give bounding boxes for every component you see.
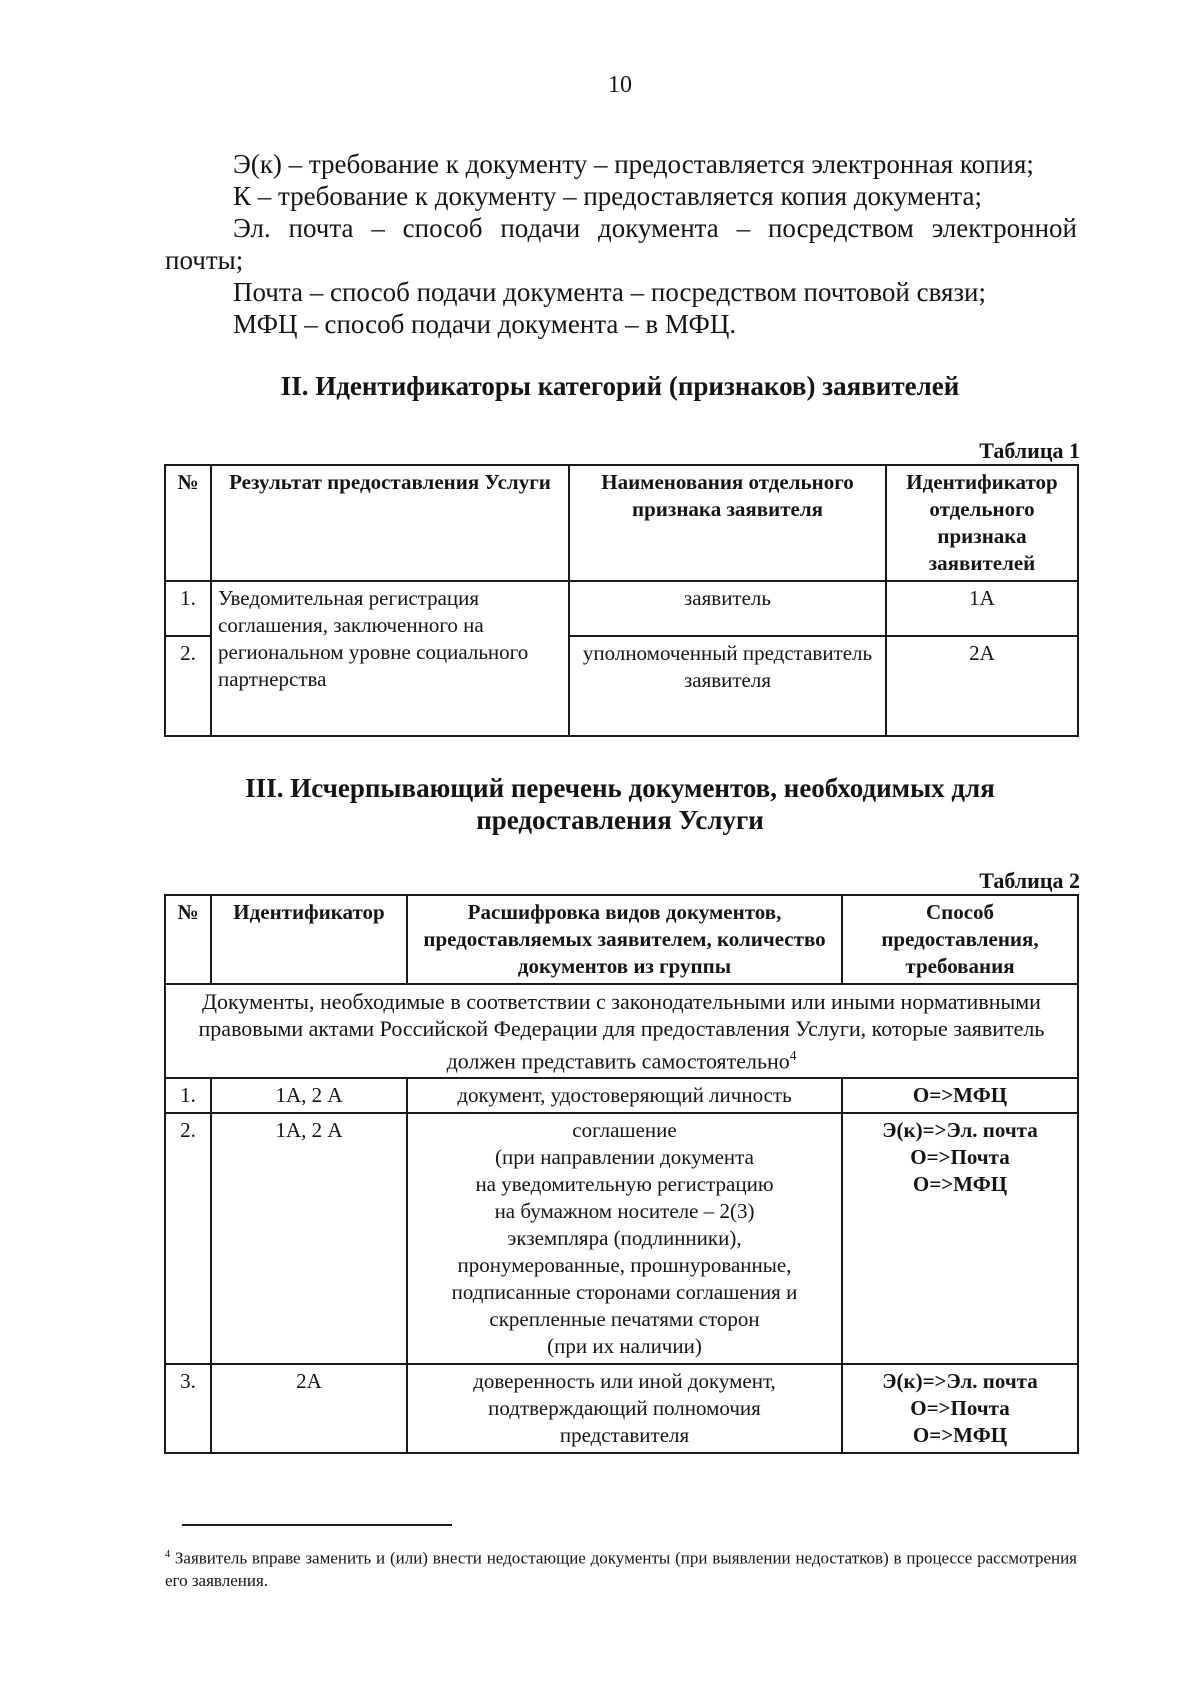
table-1 bbox=[164, 464, 1079, 737]
table-row bbox=[165, 581, 1078, 636]
footnote bbox=[165, 1544, 1077, 1592]
applicant-identifier: 2А bbox=[211, 1364, 407, 1453]
table-2-header-number: № bbox=[165, 895, 211, 984]
row-number: 1. bbox=[165, 1078, 211, 1113]
service-result: Уведомительная регистрация соглашения, заключенного на региональном уровне социального партнерства bbox=[211, 581, 569, 736]
submission-method: Э(к)=>Эл. почта О=>Почта О=>МФЦ bbox=[842, 1113, 1078, 1364]
legend-line: Эл. почта – способ подачи документа – посредством электронной bbox=[233, 213, 1077, 243]
table-2 bbox=[164, 894, 1079, 1454]
table-2-header-documents: Расшифровка видов документов, предоставляемых заявителем, количество документов из группы bbox=[407, 895, 842, 984]
legend-line: Э(к) – требование к документу – предоставляется электронная копия; bbox=[233, 149, 1034, 179]
row-number: 3. bbox=[165, 1364, 211, 1453]
table-1-header-result: Результат предоставления Услуги bbox=[211, 465, 569, 581]
table-2-header-identifier: Идентификатор bbox=[211, 895, 407, 984]
abbreviation-legend bbox=[165, 148, 1077, 340]
section-3-title-line1: III. Исчерпывающий перечень документов, необходимых для bbox=[245, 773, 995, 803]
footnote-reference: 4 bbox=[789, 1048, 797, 1063]
legend-line: почты; bbox=[165, 245, 244, 275]
documents-group-description bbox=[165, 984, 1078, 1078]
table-1-header-number: № bbox=[165, 465, 211, 581]
document-description: документ, удостоверяющий личность bbox=[407, 1078, 842, 1113]
applicant-attribute: заявитель bbox=[569, 581, 886, 636]
applicant-identifier: 1А, 2 А bbox=[211, 1113, 407, 1364]
submission-method: О=>МФЦ bbox=[842, 1078, 1078, 1113]
legend-line: К – требование к документу – предоставляется копия документа; bbox=[233, 181, 983, 211]
section-3-title bbox=[150, 772, 1090, 836]
page-number: 10 bbox=[608, 72, 632, 98]
table-1-caption: Таблица 1 bbox=[979, 438, 1080, 463]
table-row bbox=[165, 1078, 1078, 1113]
table-2-header-method: Способ предоставления, требования bbox=[842, 895, 1078, 984]
section-3-title-line2: предоставления Услуги bbox=[476, 805, 764, 835]
footnote-separator bbox=[182, 1524, 452, 1526]
footnote-text: Заявитель вправе заменить и (или) внести недостающие документы (при выявлении недостатков) в процессе рассмотрения его заявления. bbox=[165, 1548, 1078, 1590]
table-1-header-identifier: Идентификатор отдельного признака заявителей bbox=[886, 465, 1078, 581]
applicant-identifier: 1А, 2 А bbox=[211, 1078, 407, 1113]
group-text: Документы, необходимые в соответствии с законодательными или иными нормативными правовыми актами Российской Федерации для предоставления Услуги, которые заявитель должен представить самостоятельно bbox=[198, 989, 1045, 1074]
row-number: 1. bbox=[165, 581, 211, 636]
legend-line: Почта – способ подачи документа – посредством почтовой связи; bbox=[233, 277, 986, 307]
applicant-attribute: уполномоченный представитель заявителя bbox=[569, 636, 886, 736]
document-description: соглашение (при направлении документа на уведомительную регистрацию на бумажном носителе – 2(3) экземпляра (подлинники), пронумерованные, прошнурованные, подписанные сторонами соглашения и скрепленные печатями сторон (при их наличии) bbox=[407, 1113, 842, 1364]
row-number: 2. bbox=[165, 1113, 211, 1364]
attribute-identifier: 2А bbox=[886, 636, 1078, 736]
table-1-header-attribute: Наименования отдельного признака заявителя bbox=[569, 465, 886, 581]
footnote-mark: 4 bbox=[165, 1549, 171, 1560]
submission-method: Э(к)=>Эл. почта О=>Почта О=>МФЦ bbox=[842, 1364, 1078, 1453]
legend-line: МФЦ – способ подачи документа – в МФЦ. bbox=[233, 309, 737, 339]
attribute-identifier: 1А bbox=[886, 581, 1078, 636]
table-group-row bbox=[165, 984, 1078, 1078]
table-2-caption: Таблица 2 bbox=[979, 868, 1080, 893]
table-row bbox=[165, 1364, 1078, 1453]
row-number: 2. bbox=[165, 636, 211, 736]
document-description: доверенность или иной документ, подтверждающий полномочия представителя bbox=[407, 1364, 842, 1453]
table-row bbox=[165, 1113, 1078, 1364]
section-2-title: II. Идентификаторы категорий (признаков) заявителей bbox=[280, 371, 960, 401]
